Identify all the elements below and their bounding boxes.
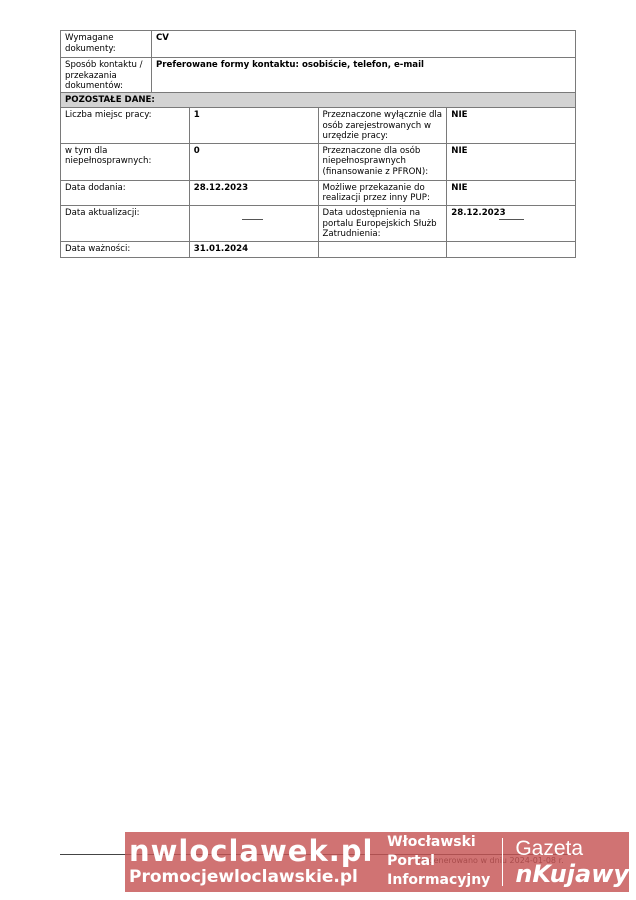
row-value-left: 28.12.2023 bbox=[189, 180, 318, 205]
row-label-right: Data udostępnienia na portalu Europejskich Służb Zatrudnienia: bbox=[318, 205, 447, 241]
row-value-right: NIE bbox=[447, 108, 576, 144]
row-label-right: Możliwe przekazanie do realizacji przez inny PUP: bbox=[318, 180, 447, 205]
documents-value: CV bbox=[152, 31, 576, 58]
divider bbox=[242, 219, 263, 220]
watermark-site2: Promocjewloclawskie.pl bbox=[129, 867, 358, 887]
watermark-banner bbox=[125, 832, 629, 892]
watermark-site: nwloclawek.pl bbox=[129, 834, 374, 868]
row-value-left: 0 bbox=[189, 143, 318, 180]
documents-table bbox=[60, 30, 576, 94]
row-value-left: 1 bbox=[189, 108, 318, 144]
table-row bbox=[61, 241, 576, 257]
table-row bbox=[61, 108, 576, 144]
contact-label: Sposób kontaktu / przekazania dokumentów: bbox=[61, 58, 152, 94]
watermark-site-block bbox=[125, 832, 381, 892]
row-value-right: NIE bbox=[447, 143, 576, 180]
row-label-right: Przeznaczone wyłącznie dla osób zarejestrowanych w urzędzie pracy: bbox=[318, 108, 447, 144]
watermark-gazeta: Gazeta bbox=[515, 837, 584, 860]
row-value-right: NIE bbox=[447, 180, 576, 205]
row-label-right bbox=[318, 241, 447, 257]
row-label-left: w tym dla niepełnosprawnych: bbox=[61, 143, 190, 180]
row-label-left: Data dodania: bbox=[61, 180, 190, 205]
other-data-table bbox=[60, 92, 576, 258]
row-value-right: 28.12.2023 bbox=[447, 205, 576, 241]
documents-label: Wymagane dokumenty: bbox=[61, 31, 152, 58]
row-label-left: Liczba miejsc pracy: bbox=[61, 108, 190, 144]
watermark-gazeta2: nKujawy bbox=[515, 860, 630, 888]
divider bbox=[499, 219, 524, 220]
table-row bbox=[61, 205, 576, 241]
row-value-right bbox=[447, 241, 576, 257]
contact-value: Preferowane formy kontaktu: osobiście, telefon, e-mail bbox=[152, 58, 576, 94]
row-label-right: Przeznaczone dla osób niepełnosprawnych (finansowanie z PFRON): bbox=[318, 143, 447, 180]
table-row bbox=[61, 143, 576, 180]
table-row bbox=[61, 180, 576, 205]
row-value-left: 31.01.2024 bbox=[189, 241, 318, 257]
section-header: POZOSTAŁE DANE: bbox=[61, 93, 576, 108]
row-label-left: Data ważności: bbox=[61, 241, 190, 257]
watermark-gazeta-block bbox=[503, 832, 629, 892]
watermark-portal: Włocławski Portal Informacyjny bbox=[387, 834, 491, 888]
row-value-left bbox=[189, 205, 318, 241]
row-label-left: Data aktualizacji: bbox=[61, 205, 190, 241]
